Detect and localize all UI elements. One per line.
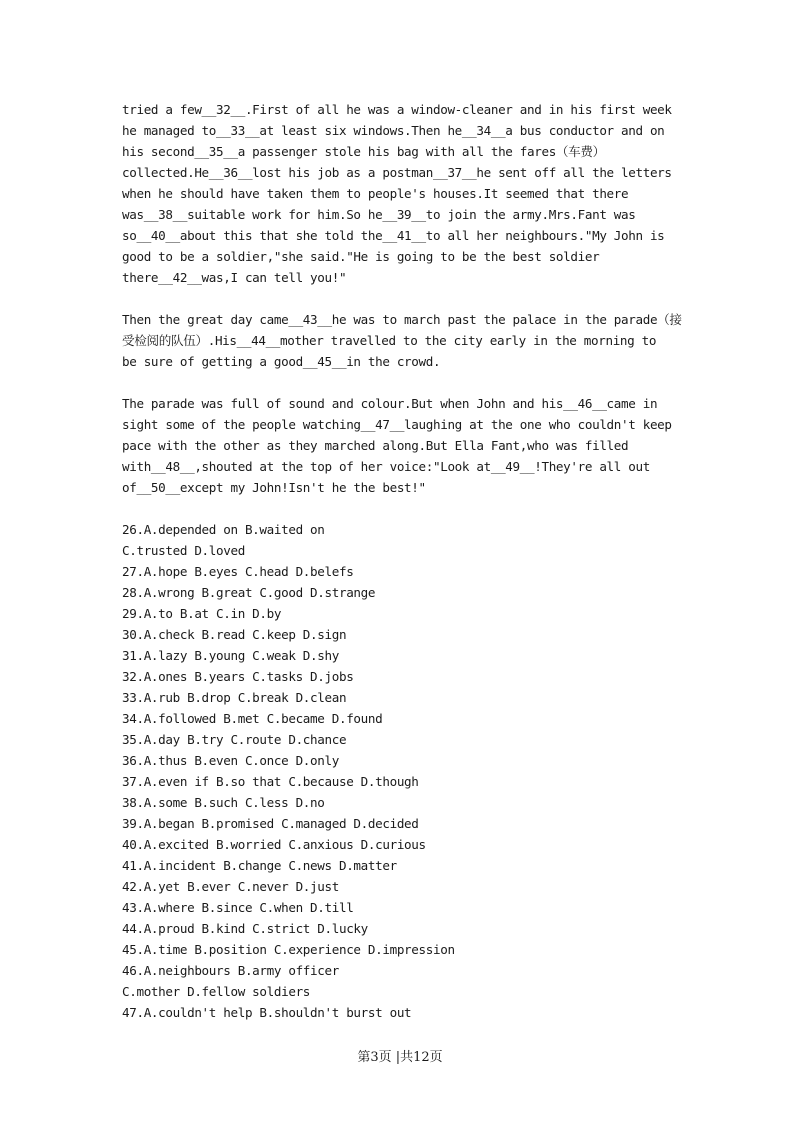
option-line: C.trusted D.loved — [122, 543, 245, 558]
text-line: be sure of getting a good__45__in the crowd. — [122, 354, 441, 369]
option-line: 44.A.proud B.kind C.strict D.lucky — [122, 921, 368, 936]
option-line: 37.A.even if B.so that C.because D.though — [122, 774, 419, 789]
page-number-footer: 第3页 |共12页 — [357, 1050, 443, 1065]
option-line: 30.A.check B.read C.keep D.sign — [122, 627, 347, 642]
option-line: 42.A.yet B.ever C.never D.just — [122, 879, 339, 894]
option-line: 26.A.depended on B.waited on — [122, 522, 325, 537]
passage-paragraph-1 — [122, 99, 697, 288]
option-line: 31.A.lazy B.young C.weak D.shy — [122, 648, 339, 663]
document-body — [122, 99, 697, 1023]
text-line: with__48__,shouted at the top of her voice:"Look at__49__!They're all out — [122, 459, 650, 474]
text-line: was__38__suitable work for him.So he__39__to join the army.Mrs.Fant was — [122, 207, 636, 222]
text-line: collected.He__36__lost his job as a postman__37__he sent off all the letters — [122, 165, 672, 180]
option-line: 41.A.incident B.change C.news D.matter — [122, 858, 397, 873]
option-line: 46.A.neighbours B.army officer — [122, 963, 339, 978]
text-line: there__42__was,I can tell you!" — [122, 270, 347, 285]
option-line: 47.A.couldn't help B.shouldn't burst out — [122, 1005, 412, 1020]
text-line: 受检阅的队伍）.His__44__mother travelled to the city early in the morning to — [122, 333, 657, 348]
option-line: 28.A.wrong B.great C.good D.strange — [122, 585, 376, 600]
option-line: C.mother D.fellow soldiers — [122, 984, 311, 999]
text-line: so__40__about this that she told the__41__to all her neighbours."My John is — [122, 228, 665, 243]
option-line: 39.A.began B.promised C.managed D.decided — [122, 816, 419, 831]
option-line: 38.A.some B.such C.less D.no — [122, 795, 325, 810]
text-line: tried a few__32__.First of all he was a window-cleaner and in his first week — [122, 102, 672, 117]
option-line: 34.A.followed B.met C.became D.found — [122, 711, 383, 726]
option-line: 32.A.ones B.years C.tasks D.jobs — [122, 669, 354, 684]
option-line: 43.A.where B.since C.when D.till — [122, 900, 354, 915]
passage-paragraph-3 — [122, 393, 697, 498]
option-line: 27.A.hope B.eyes C.head D.belefs — [122, 564, 354, 579]
option-line: 45.A.time B.position C.experience D.impression — [122, 942, 455, 957]
text-line: when he should have taken them to people's houses.It seemed that there — [122, 186, 629, 201]
text-line: his second__35__a passenger stole his bag with all the fares（车费） — [122, 144, 605, 159]
option-line: 40.A.excited B.worried C.anxious D.curious — [122, 837, 426, 852]
option-line: 29.A.to B.at C.in D.by — [122, 606, 282, 621]
text-line: good to be a soldier,"she said."He is going to be the best soldier — [122, 249, 600, 264]
option-line: 36.A.thus B.even C.once D.only — [122, 753, 339, 768]
option-line: 35.A.day B.try C.route D.chance — [122, 732, 347, 747]
text-line: Then the great day came__43__he was to march past the palace in the parade（接 — [122, 312, 682, 327]
text-line: pace with the other as they marched along.But Ella Fant,who was filled — [122, 438, 629, 453]
text-line: of__50__except my John!Isn't he the best!" — [122, 480, 426, 495]
text-line: sight some of the people watching__47__laughing at the one who couldn't keep — [122, 417, 672, 432]
answer-options — [122, 519, 697, 1023]
text-line: he managed to__33__at least six windows.Then he__34__a bus conductor and on — [122, 123, 665, 138]
passage-paragraph-2 — [122, 309, 697, 372]
option-line: 33.A.rub B.drop C.break D.clean — [122, 690, 347, 705]
text-line: The parade was full of sound and colour.But when John and his__46__came in — [122, 396, 658, 411]
